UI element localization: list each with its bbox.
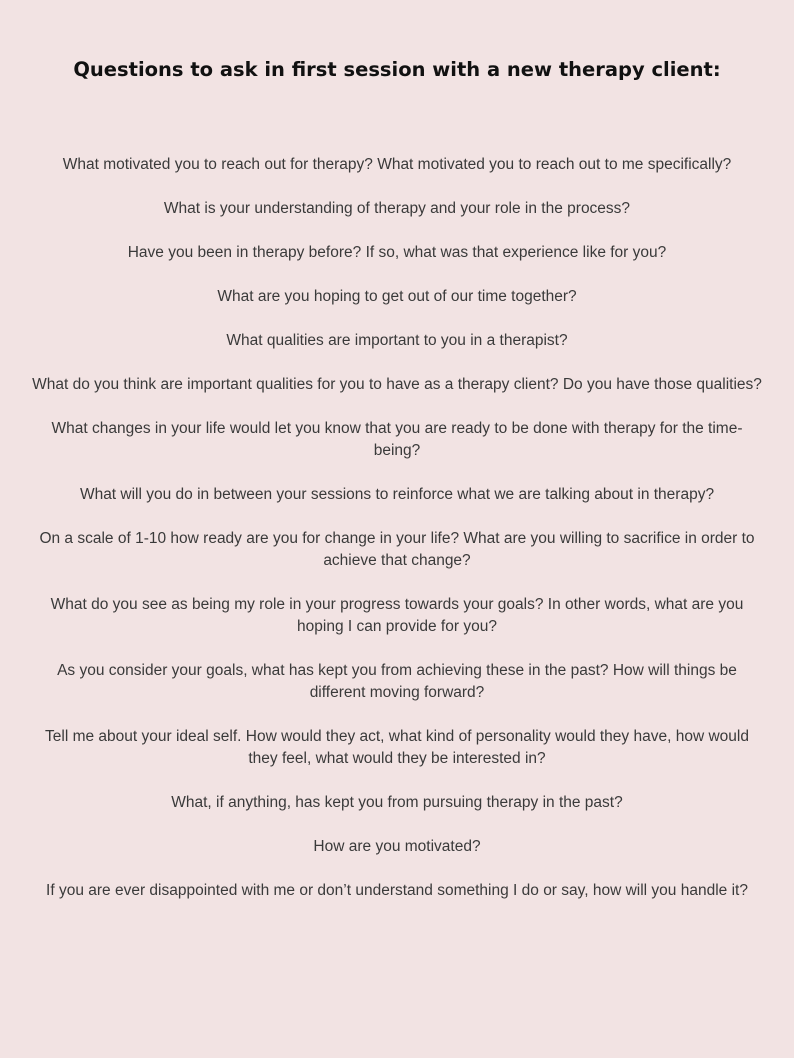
question-item-6: What do you think are important qualities for you to have as a therapy client? Do you have those qualities?	[32, 376, 762, 393]
question-item-15: If you are ever disappointed with me or don’t understand something I do or say, how will you handle it?	[46, 882, 748, 899]
question-list	[30, 154, 764, 924]
question-item-3: Have you been in therapy before? If so, what was that experience like for you?	[127, 244, 667, 261]
question-item-4: What are you hoping to get out of our time together?	[217, 288, 577, 305]
question-item-9: On a scale of 1-10 how ready are you for change in your life? What are you willing to sacrifice in order to achieve that change?	[39, 530, 755, 569]
page-title: Questions to ask in first session with a new therapy client:	[73, 58, 721, 81]
question-item-2: What is your understanding of therapy and your role in the process?	[163, 200, 631, 217]
question-item-14: How are you motivated?	[313, 838, 481, 855]
question-item-13: What, if anything, has kept you from pursuing therapy in the past?	[171, 794, 623, 811]
question-item-5: What qualities are important to you in a therapist?	[226, 332, 568, 349]
question-item-11: As you consider your goals, what has kept you from achieving these in the past? How will things be different moving forward?	[57, 662, 737, 701]
question-item-12: Tell me about your ideal self. How would they act, what kind of personality would they have, how would they feel, what would they be interested in?	[45, 728, 749, 767]
question-item-8: What will you do in between your sessions to reinforce what we are talking about in therapy?	[79, 486, 715, 503]
question-item-1: What motivated you to reach out for therapy? What motivated you to reach out to me specifically?	[62, 156, 732, 173]
question-item-7: What changes in your life would let you know that you are ready to be done with therapy for the time-being?	[51, 420, 743, 459]
question-item-10: What do you see as being my role in your progress towards your goals? In other words, what are you hoping I can provide for you?	[50, 596, 744, 635]
